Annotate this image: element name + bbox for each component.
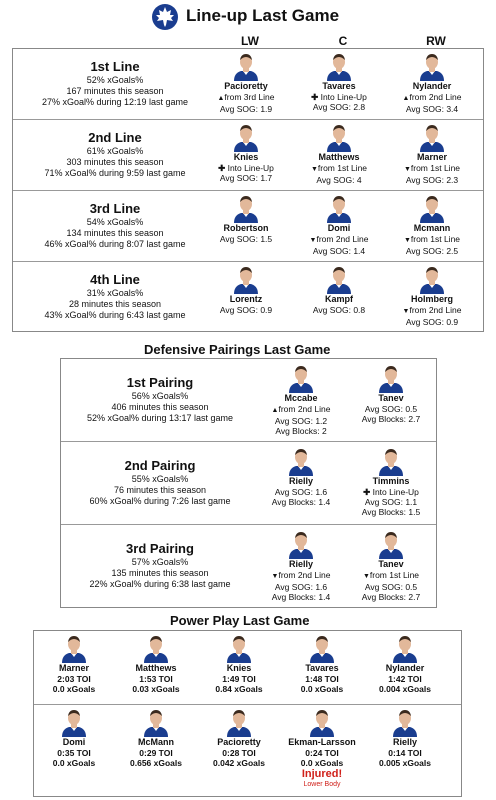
player-status: ✚ Into Line-Up <box>218 163 274 173</box>
unit-name: 3rd Pairing <box>126 541 194 556</box>
player-photo <box>60 707 88 737</box>
player-status: ▲from 2nd Line <box>402 92 462 102</box>
player-card <box>384 264 480 327</box>
player-name: Domi <box>62 737 86 747</box>
player-status: ▼from 2nd Line <box>271 570 331 580</box>
unit-xgoals: 57% xGoals% <box>131 557 189 567</box>
player-name: Matthews <box>318 152 360 162</box>
arrow-down-icon: ▼ <box>310 166 318 173</box>
player-photo <box>325 264 353 294</box>
arrow-down-icon: ▼ <box>271 573 279 580</box>
player-photo <box>418 193 446 223</box>
player-photo <box>325 122 353 152</box>
player-card <box>253 529 349 602</box>
player-card <box>291 51 387 112</box>
player-toi: 1:49 TOI <box>222 674 256 684</box>
arrow-up-icon: ▲ <box>217 95 225 102</box>
pp-player-card <box>32 633 116 694</box>
player-card <box>384 51 480 114</box>
player-photo <box>232 193 260 223</box>
player-stat: Avg SOG: 1.5 <box>219 234 273 244</box>
pairing-row <box>61 359 436 442</box>
player-name: Pacioretty <box>217 737 261 747</box>
player-name: Marner <box>416 152 447 162</box>
power-play-section-title: Power Play Last Game <box>170 613 310 628</box>
player-photo <box>391 707 419 737</box>
player-stat: Avg SOG: 2.3 <box>405 175 459 185</box>
player-name: Mccabe <box>284 393 318 403</box>
player-name: Holmberg <box>410 294 453 304</box>
player-photo <box>377 529 405 559</box>
unit-minutes: 134 minutes this season <box>66 228 164 238</box>
player-card <box>198 193 294 244</box>
player-status: ▼from 1st Line <box>403 163 461 173</box>
unit-last-game: 71% xGoal% during 9:59 last game <box>44 168 186 178</box>
player-card <box>198 122 294 183</box>
unit-minutes: 303 minutes this season <box>66 157 164 167</box>
player-name: Robertson <box>223 223 269 233</box>
injury-type: Lower Body <box>303 781 341 788</box>
line-row <box>13 49 483 120</box>
player-card <box>291 193 387 256</box>
player-xgoals: 0.004 xGoals <box>379 684 431 694</box>
player-toi: 1:48 TOI <box>305 674 339 684</box>
player-name: Nylander <box>385 663 425 673</box>
unit-minutes: 28 minutes this season <box>68 299 162 309</box>
plus-icon: ✚ <box>363 487 371 497</box>
pp-player-card <box>363 633 447 694</box>
unit-summary <box>17 272 213 321</box>
player-name: Marner <box>58 663 89 673</box>
unit-name: 3rd Line <box>89 201 141 216</box>
maple-leaf-icon <box>151 3 179 31</box>
unit-minutes: 406 minutes this season <box>111 402 209 412</box>
player-photo <box>308 633 336 663</box>
unit-name: 2nd Pairing <box>124 458 196 473</box>
player-card <box>198 264 294 315</box>
player-photo <box>377 446 405 476</box>
player-card <box>343 529 439 602</box>
pp-player-card <box>280 707 364 789</box>
defensive-pairings-table <box>60 358 437 608</box>
player-stat: Avg SOG: 1.6 <box>274 487 328 497</box>
unit-summary <box>65 375 255 424</box>
player-photo <box>325 193 353 223</box>
player-photo <box>225 633 253 663</box>
player-photo <box>287 529 315 559</box>
player-photo <box>418 51 446 81</box>
player-photo <box>418 122 446 152</box>
plus-icon: ✚ <box>311 92 319 102</box>
player-photo <box>418 264 446 294</box>
player-name: Pacioretty <box>224 81 268 91</box>
player-name: Tanev <box>378 559 404 569</box>
player-xgoals: 0.005 xGoals <box>379 758 431 768</box>
unit-minutes: 167 minutes this season <box>66 86 164 96</box>
player-name: Ekman-Larsson <box>288 737 356 747</box>
unit-minutes: 135 minutes this season <box>111 568 209 578</box>
plus-icon: ✚ <box>218 163 226 173</box>
player-status: ▼from 1st Line <box>362 570 420 580</box>
player-photo <box>287 446 315 476</box>
unit-last-game: 22% xGoal% during 6:38 last game <box>89 579 231 589</box>
player-name: Mcmann <box>413 223 451 233</box>
player-name: Rielly <box>392 737 417 747</box>
unit-summary <box>65 541 255 590</box>
pp-unit-row <box>34 631 461 705</box>
player-name: Nylander <box>412 81 452 91</box>
unit-xgoals: 31% xGoals% <box>86 288 144 298</box>
player-card <box>343 363 439 424</box>
player-toi: 1:53 TOI <box>139 674 173 684</box>
player-stat: Avg SOG: 2.5 <box>405 246 459 256</box>
player-stat: Avg Blocks: 2 <box>275 426 327 436</box>
player-xgoals: 0.0 xGoals <box>300 758 344 768</box>
player-name: Lorentz <box>229 294 263 304</box>
unit-summary <box>17 130 213 179</box>
unit-xgoals: 55% xGoals% <box>131 474 189 484</box>
player-photo <box>391 633 419 663</box>
player-stat: Avg SOG: 2.8 <box>312 102 366 112</box>
pp-player-card <box>114 707 198 768</box>
pairing-row <box>61 442 436 525</box>
arrow-down-icon: ▼ <box>403 237 411 244</box>
player-name: Timmins <box>372 476 410 486</box>
unit-name: 2nd Line <box>88 130 142 145</box>
arrow-down-icon: ▼ <box>362 573 370 580</box>
player-status: ✚ Into Line-Up <box>363 487 419 497</box>
player-photo <box>60 633 88 663</box>
player-card <box>384 122 480 185</box>
pairing-row <box>61 525 436 608</box>
unit-last-game: 43% xGoal% during 6:43 last game <box>44 310 186 320</box>
unit-last-game: 46% xGoal% during 8:07 last game <box>44 239 186 249</box>
player-stat: Avg SOG: 1.1 <box>364 497 418 507</box>
power-play-table <box>33 630 462 797</box>
player-stat: Avg SOG: 3.4 <box>405 104 459 114</box>
player-stat: Avg Blocks: 1.5 <box>361 507 421 517</box>
pp-player-card <box>197 707 281 768</box>
player-photo <box>225 707 253 737</box>
player-name: Rielly <box>288 476 313 486</box>
player-status: ▼from 2nd Line <box>309 234 369 244</box>
player-status: ▲from 2nd Line <box>271 404 331 414</box>
player-name: Knies <box>226 663 252 673</box>
player-name: Rielly <box>288 559 313 569</box>
defense-section-title: Defensive Pairings Last Game <box>144 342 331 357</box>
player-status: ▼from 2nd Line <box>402 305 462 315</box>
player-name: Tavares <box>305 663 339 673</box>
player-name: Kampf <box>324 294 353 304</box>
forward-lines-table <box>12 48 484 332</box>
player-stat: Avg Blocks: 1.4 <box>271 592 331 602</box>
player-card <box>343 446 439 517</box>
column-header-lw: LW <box>241 34 259 48</box>
unit-name: 1st Line <box>90 59 140 74</box>
player-stat: Avg Blocks: 2.7 <box>361 592 421 602</box>
player-card <box>384 193 480 256</box>
player-stat: Avg SOG: 0.8 <box>312 305 366 315</box>
player-stat: Avg SOG: 0.5 <box>364 582 418 592</box>
player-xgoals: 0.0 xGoals <box>52 758 96 768</box>
pp-player-card <box>280 633 364 694</box>
unit-last-game: 60% xGoal% during 7:26 last game <box>89 496 231 506</box>
player-name: Tanev <box>378 393 404 403</box>
player-card <box>291 264 387 315</box>
player-status: ✚ Into Line-Up <box>311 92 367 102</box>
player-xgoals: 0.03 xGoals <box>132 684 180 694</box>
unit-xgoals: 52% xGoals% <box>86 75 144 85</box>
unit-name: 4th Line <box>90 272 140 287</box>
column-header-rw: RW <box>426 34 446 48</box>
unit-summary <box>17 201 213 250</box>
unit-name: 1st Pairing <box>126 375 194 390</box>
player-toi: 1:42 TOI <box>388 674 422 684</box>
line-row <box>13 262 483 333</box>
unit-xgoals: 54% xGoals% <box>86 217 144 227</box>
player-toi: 0:28 TOI <box>222 748 256 758</box>
player-xgoals: 0.0 xGoals <box>52 684 96 694</box>
player-stat: Avg Blocks: 1.4 <box>271 497 331 507</box>
arrow-up-icon: ▲ <box>271 407 279 414</box>
player-xgoals: 0.656 xGoals <box>130 758 182 768</box>
player-stat: Avg SOG: 0.9 <box>219 305 273 315</box>
arrow-down-icon: ▼ <box>309 237 317 244</box>
player-stat: Avg Blocks: 2.7 <box>361 414 421 424</box>
unit-last-game: 27% xGoal% during 12:19 last game <box>41 97 189 107</box>
player-xgoals: 0.0 xGoals <box>300 684 344 694</box>
player-status: ▲from 3rd Line <box>217 92 275 102</box>
player-photo <box>142 633 170 663</box>
unit-xgoals: 56% xGoals% <box>131 391 189 401</box>
unit-last-game: 52% xGoal% during 13:17 last game <box>86 413 234 423</box>
player-photo <box>287 363 315 393</box>
player-status: ▼from 1st Line <box>310 163 368 173</box>
column-header-c: C <box>338 34 348 48</box>
unit-summary <box>65 458 255 507</box>
line-row <box>13 191 483 262</box>
player-name: Matthews <box>135 663 177 673</box>
title-row <box>0 2 496 32</box>
arrow-down-icon: ▼ <box>403 166 411 173</box>
pp-player-card <box>32 707 116 768</box>
unit-xgoals: 61% xGoals% <box>86 146 144 156</box>
player-stat: Avg SOG: 1.2 <box>274 416 328 426</box>
player-toi: 0:29 TOI <box>139 748 173 758</box>
player-photo <box>377 363 405 393</box>
player-card <box>253 363 349 436</box>
player-card <box>198 51 294 114</box>
player-stat: Avg SOG: 1.7 <box>219 173 273 183</box>
player-stat: Avg SOG: 4 <box>316 175 362 185</box>
player-card <box>291 122 387 185</box>
pp-player-card <box>114 633 198 694</box>
player-name: Tavares <box>322 81 356 91</box>
player-stat: Avg SOG: 1.9 <box>219 104 273 114</box>
player-toi: 2:03 TOI <box>57 674 91 684</box>
arrow-up-icon: ▲ <box>402 95 410 102</box>
injured-badge: Injured! <box>301 768 343 780</box>
player-toi: 0:35 TOI <box>57 748 91 758</box>
unit-minutes: 76 minutes this season <box>113 485 207 495</box>
player-stat: Avg SOG: 1.4 <box>312 246 366 256</box>
player-xgoals: 0.042 xGoals <box>213 758 265 768</box>
player-name: McMann <box>138 737 174 747</box>
player-status: ▼from 1st Line <box>403 234 461 244</box>
player-photo <box>325 51 353 81</box>
player-photo <box>232 51 260 81</box>
player-photo <box>142 707 170 737</box>
player-toi: 0:14 TOI <box>388 748 422 758</box>
player-xgoals: 0.84 xGoals <box>215 684 263 694</box>
player-stat: Avg SOG: 1.6 <box>274 582 328 592</box>
player-stat: Avg SOG: 0.5 <box>364 404 418 414</box>
player-name: Domi <box>327 223 351 233</box>
player-photo <box>308 707 336 737</box>
player-name: Knies <box>233 152 259 162</box>
pp-unit-row <box>34 705 461 796</box>
player-card <box>253 446 349 507</box>
unit-summary <box>17 59 213 108</box>
player-stat: Avg SOG: 0.9 <box>405 317 459 327</box>
page-title: Line-up Last Game <box>186 6 340 25</box>
line-row <box>13 120 483 191</box>
pp-player-card <box>363 707 447 768</box>
player-photo <box>232 264 260 294</box>
player-photo <box>232 122 260 152</box>
player-toi: 0:24 TOI <box>305 748 339 758</box>
pp-player-card <box>197 633 281 694</box>
arrow-down-icon: ▼ <box>402 308 410 315</box>
